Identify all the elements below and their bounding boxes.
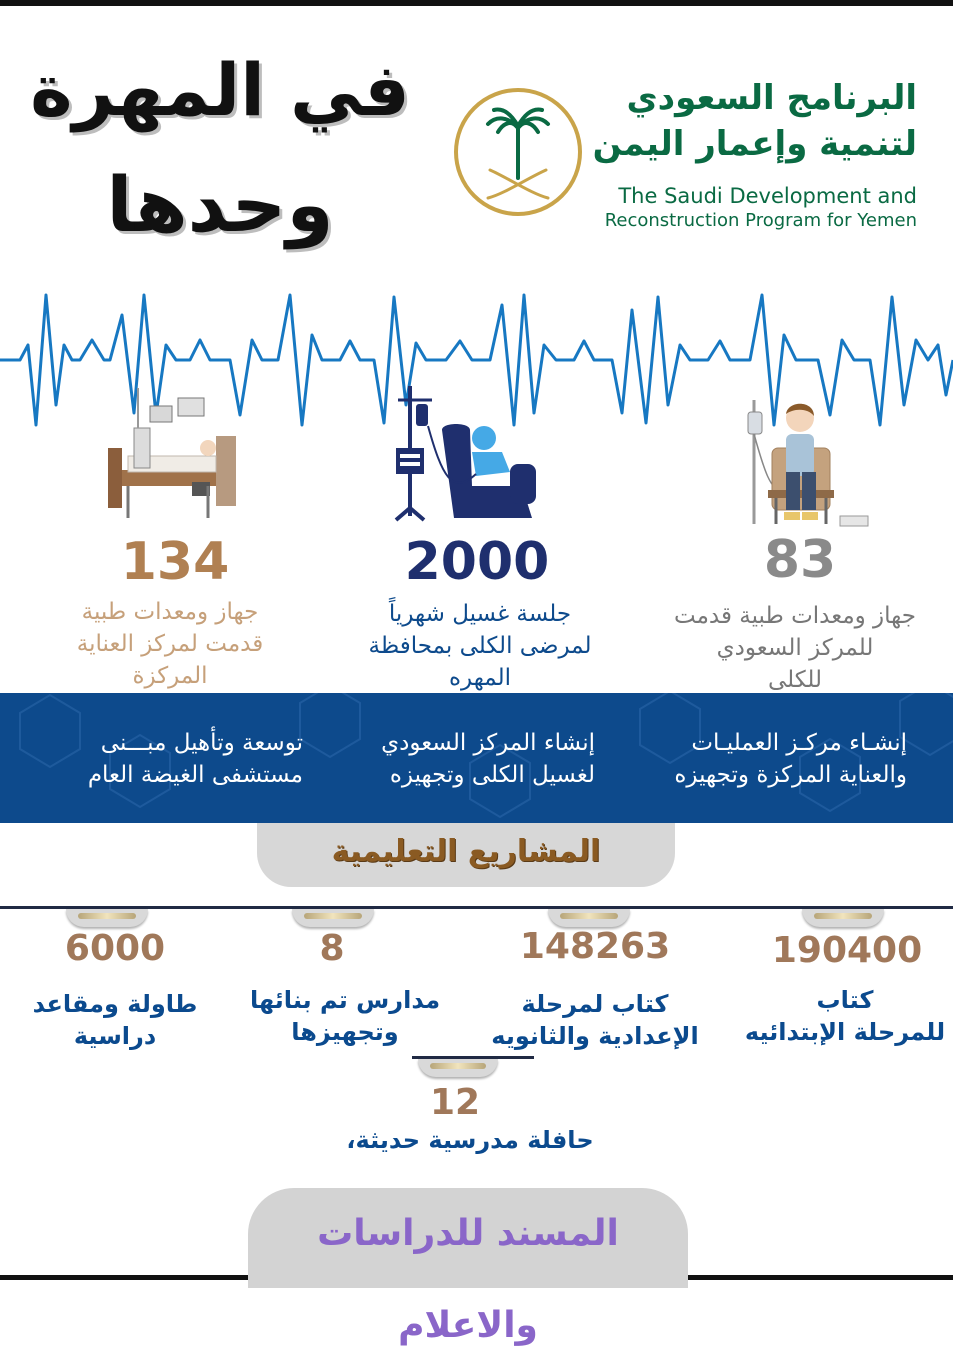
- project-hospital-line2: مستشفى الغيضة العام: [87, 762, 303, 788]
- project-operations-line1: إنشـاء مركـز العمليـات: [691, 730, 907, 756]
- stat-kidney-line1: جهاز ومعدات طبية قدمت: [674, 603, 916, 629]
- edu-secondary-books-value: 148263: [519, 926, 671, 967]
- headline-line1: في المهرة: [30, 48, 410, 132]
- edu-primary-books-line2: للمرحلة الإبتدائيه: [744, 1018, 946, 1046]
- project-dialysis-line2: لغسيل الكلى وتجهيزه: [389, 762, 595, 788]
- edu-desks-value: 6000: [64, 928, 166, 969]
- stat-kidney-line2: للمركز السعودي: [716, 635, 874, 661]
- edu-secondary-books-description: [480, 988, 710, 1052]
- footer-credit: المسند للدراسات والاعلام: [248, 1188, 688, 1288]
- stat-dialysis-line3: المهره: [448, 665, 512, 691]
- edu-schools-line2: وتجهيزها: [291, 1018, 399, 1046]
- tab-marker: [802, 909, 884, 927]
- project-dialysis-line1: إنشاء المركز السعودي: [381, 730, 595, 756]
- stat-icu-line3: المركزة: [132, 663, 208, 689]
- stat-dialysis-line2: لمرضى الكلى بمحافظة: [368, 633, 592, 659]
- stat-kidney-description: [650, 600, 940, 696]
- project-dialysis-center: [335, 727, 595, 791]
- edu-desks-description: [20, 988, 210, 1052]
- stat-icu-value: 134: [120, 532, 230, 592]
- tab-marker: [418, 1059, 498, 1077]
- tab-marker: [548, 909, 630, 927]
- edu-desks-line1: طاولة ومقاعد: [32, 990, 198, 1018]
- stat-kidney-line3: للكلى: [767, 667, 823, 693]
- stat-dialysis-line1: جلسة غسيل شهرياً: [388, 601, 572, 627]
- edu-primary-books-description: [730, 984, 953, 1048]
- project-operations-center: [637, 727, 907, 791]
- edu-schools-value: 8: [319, 928, 345, 969]
- tab-marker: [292, 909, 374, 927]
- headline-line2: وحدها: [106, 160, 334, 249]
- stat-icu-description: [40, 596, 300, 692]
- edu-primary-books-line1: كتاب: [816, 986, 874, 1014]
- project-operations-line2: والعناية المركزة وتجهيزه: [674, 762, 907, 788]
- project-hospital-line1: توسعة وتأهيل مبـــنى: [100, 730, 303, 756]
- stat-icu-line2: قدمت لمركز العناية: [76, 631, 264, 657]
- logo-english-line2: Reconstruction Program for Yemen: [604, 210, 917, 231]
- edu-schools-description: [240, 984, 450, 1048]
- edu-buses-description: حافلة مدرسية حديثة،: [346, 1126, 594, 1154]
- patient-chair-icon: [744, 400, 870, 530]
- edu-secondary-books-line2: الإعدادية والثانويه: [491, 1022, 699, 1050]
- education-heading: المشاريع التعليمية: [257, 823, 675, 887]
- edu-desks-line2: دراسية: [73, 1022, 157, 1050]
- stat-dialysis-description: [340, 598, 620, 694]
- edu-schools-line1: مدارس تم بنائها: [249, 986, 441, 1014]
- logo-english-line1: The Saudi Development and: [618, 184, 917, 208]
- stat-kidney-value: 83: [763, 530, 837, 590]
- icu-bed-icon: [108, 388, 248, 523]
- edu-buses-value: 12: [429, 1082, 481, 1123]
- palm-swords-emblem-icon: [452, 86, 584, 218]
- stat-dialysis-value: 2000: [404, 532, 550, 592]
- edu-secondary-books-line1: كتاب لمرحلة: [521, 990, 669, 1018]
- project-hospital-expansion: [43, 727, 303, 791]
- stat-icu-line1: جهاز ومعدات طبية: [81, 599, 259, 625]
- projects-band: [0, 693, 953, 823]
- tab-marker: [66, 909, 148, 927]
- edu-primary-books-value: 190400: [771, 930, 923, 971]
- logo-arabic-line2: لتنمية وإعمار اليمن: [592, 124, 917, 164]
- dialysis-chair-icon: [392, 386, 540, 524]
- logo-arabic-line1: البرنامج السعودي: [626, 78, 917, 118]
